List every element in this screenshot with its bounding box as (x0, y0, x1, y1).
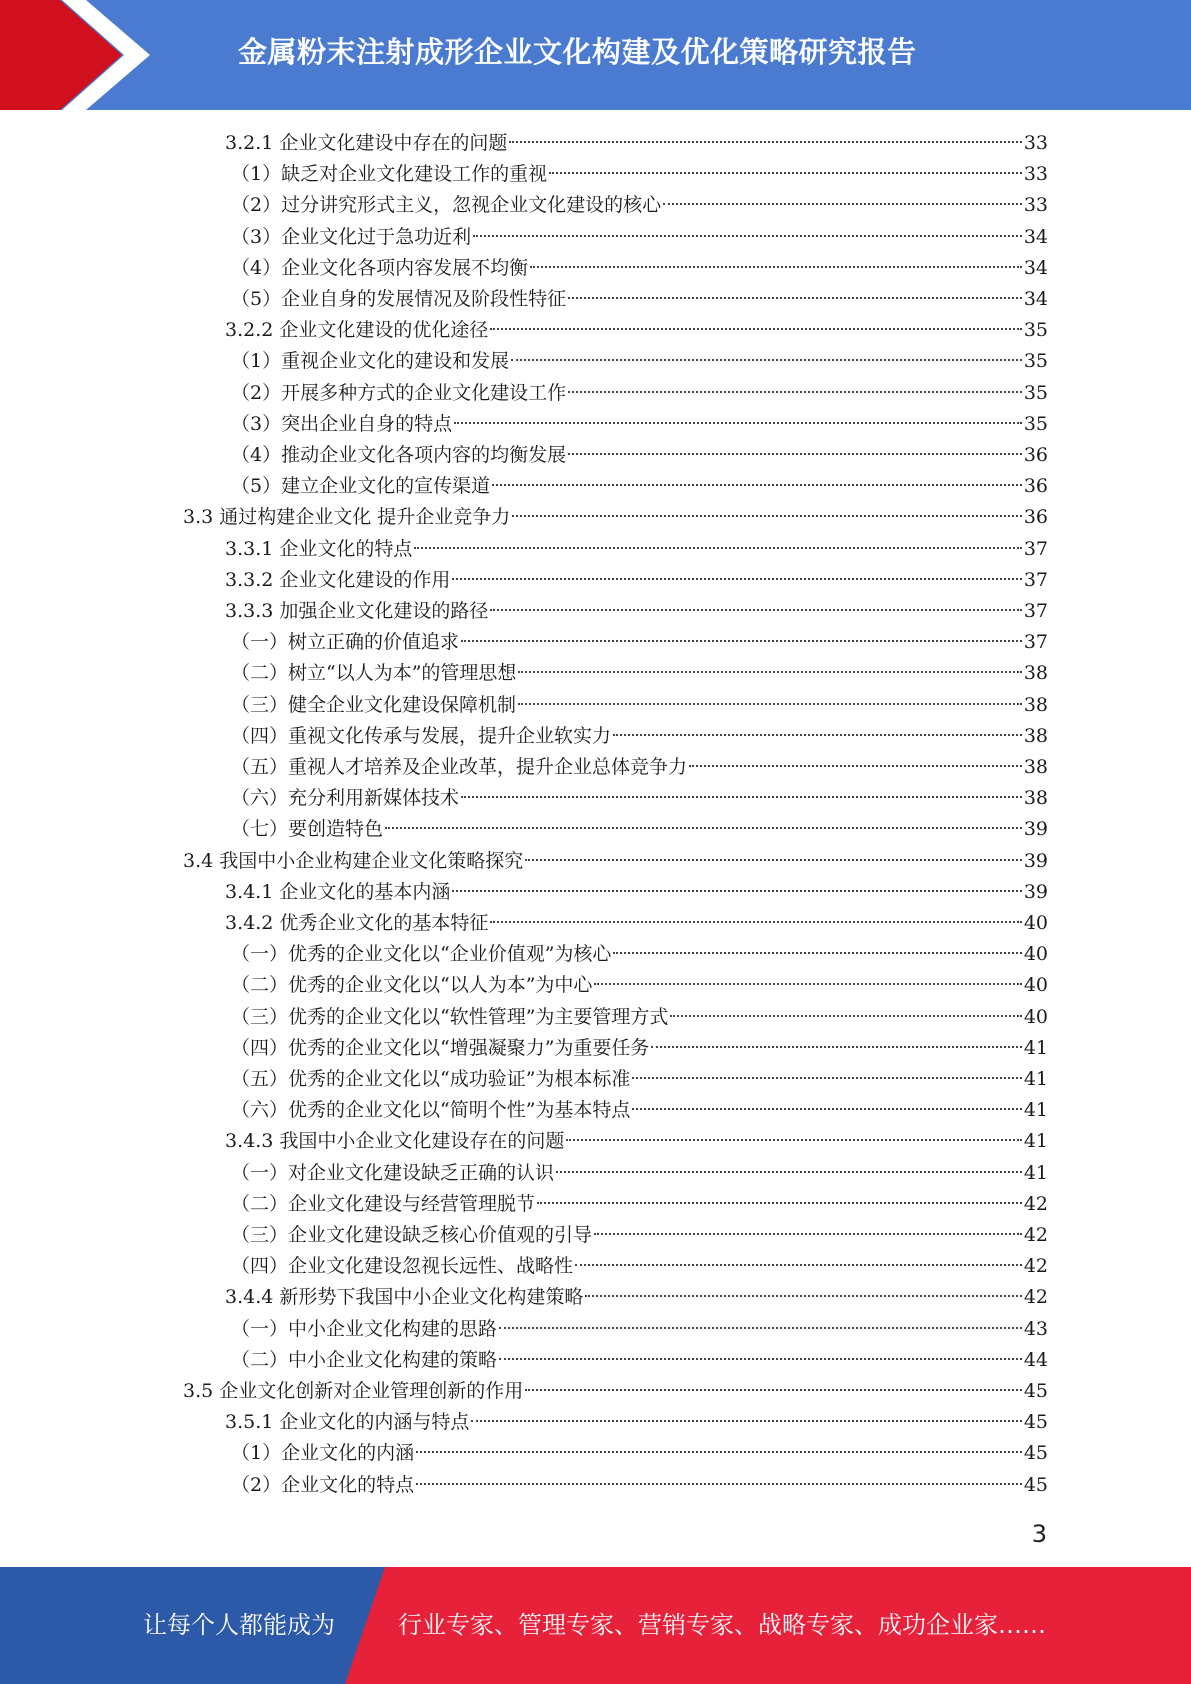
toc-entry-page: 40 (1023, 1005, 1048, 1028)
toc-leader-dots (416, 1482, 1022, 1485)
toc-entry[interactable] (231, 471, 1048, 502)
toc-entry-label: 3.3.2 企业文化建设的作用 (225, 568, 451, 591)
toc-entry-label: （六）优秀的企业文化以“简明个性”为基本特点 (231, 1099, 631, 1122)
toc-entry[interactable] (231, 1470, 1048, 1501)
toc-entry-label: （3）突出企业自身的特点 (231, 412, 453, 435)
toc-entry-page: 41 (1023, 1036, 1048, 1059)
toc-entry-label: （一）优秀的企业文化以“企业价值观”为核心 (231, 943, 612, 966)
toc-entry-label: （1）缺乏对企业文化建设工作的重视 (231, 163, 548, 186)
toc-leader-dots (549, 171, 1022, 174)
toc-entry-page: 41 (1023, 1161, 1048, 1184)
toc-leader-dots (568, 296, 1022, 299)
toc-entry-label: （3）企业文化过于急功近利 (231, 225, 472, 248)
toc-leader-dots (471, 1419, 1021, 1422)
toc-entry[interactable] (231, 1158, 1048, 1189)
toc-leader-dots (490, 327, 1021, 330)
toc-entry[interactable] (231, 346, 1048, 377)
toc-leader-dots (512, 514, 1022, 517)
toc-entry-label: （二）树立“以人为本”的管理思想 (231, 662, 517, 685)
toc-entry-label: （一）树立正确的价值追求 (231, 631, 460, 654)
toc-leader-dots (530, 265, 1022, 268)
toc-leader-dots (473, 234, 1022, 237)
toc-entry[interactable] (183, 846, 1048, 877)
toc-entry[interactable] (231, 1064, 1048, 1095)
toc-entry[interactable] (231, 409, 1048, 440)
toc-entry-page: 38 (1023, 724, 1048, 747)
toc-entry-label: （三）优秀的企业文化以“软性管理”为主要管理方式 (231, 1005, 669, 1028)
toc-entry-page: 41 (1023, 1099, 1048, 1122)
toc-leader-dots (632, 1107, 1021, 1110)
toc-leader-dots (452, 577, 1021, 580)
page-header (0, 0, 1191, 110)
toc-leader-dots (651, 1045, 1021, 1048)
toc-entry[interactable] (225, 534, 1048, 565)
toc-entry-label: （四）优秀的企业文化以“增强凝聚力”为重要任务 (231, 1036, 650, 1059)
toc-entry[interactable] (225, 1126, 1048, 1157)
toc-entry[interactable] (231, 1002, 1048, 1033)
toc-entry[interactable] (231, 627, 1048, 658)
toc-leader-dots (613, 951, 1021, 954)
toc-entry-label: （五）重视人才培养及企业改革，提升企业总体竞争力 (231, 756, 688, 778)
toc-leader-dots (511, 358, 1022, 361)
toc-entry-label: （六）充分利用新媒体技术 (231, 787, 460, 810)
toc-entry[interactable] (231, 1314, 1048, 1345)
toc-entry-page: 38 (1023, 662, 1048, 685)
toc-entry-page: 38 (1023, 787, 1048, 810)
toc-entry-page: 34 (1023, 225, 1048, 248)
toc-entry-page: 42 (1023, 1192, 1048, 1215)
toc-entry-label: （三）健全企业文化建设保障机制 (231, 693, 517, 716)
toc-leader-dots (689, 764, 1022, 767)
toc-entry[interactable] (225, 565, 1048, 596)
toc-entry-label: （四）企业文化建设忽视长远性、战略性 (231, 1255, 574, 1278)
toc-entry[interactable] (225, 128, 1048, 159)
toc-entry[interactable] (231, 378, 1048, 409)
toc-entry[interactable] (225, 908, 1048, 939)
toc-entry-label: 3.4.4 新形势下我国中小企业文化构建策略 (225, 1286, 584, 1309)
toc-entry-page: 36 (1023, 444, 1048, 466)
toc-entry-page: 44 (1023, 1348, 1048, 1371)
toc-entry-label: 3.4 我国中小企业构建企业文化策略探究 (183, 849, 524, 872)
toc-leader-dots (509, 140, 1021, 143)
toc-entry[interactable] (183, 502, 1048, 533)
toc-entry[interactable] (231, 970, 1048, 1001)
toc-entry[interactable] (231, 721, 1048, 752)
toc-entry-page: 39 (1023, 849, 1048, 872)
toc-entry[interactable] (231, 783, 1048, 814)
toc-leader-dots (585, 1294, 1021, 1297)
toc-entry[interactable] (231, 1033, 1048, 1064)
toc-entry[interactable] (225, 596, 1048, 627)
footer-slogan-left: 让每个人都能成为 (143, 1611, 335, 1639)
footer-slogan-right: 行业专家、管理专家、营销专家、战略专家、成功企业家…… (398, 1611, 1046, 1639)
toc-entry[interactable] (231, 190, 1048, 221)
toc-entry-label: （三）企业文化建设缺乏核心价值观的引导 (231, 1224, 593, 1246)
toc-entry[interactable] (231, 159, 1048, 190)
toc-entry[interactable] (183, 1376, 1048, 1407)
toc-leader-dots (594, 982, 1021, 985)
toc-entry-page: 39 (1023, 818, 1048, 841)
toc-entry-label: （七）要创造特色 (231, 818, 384, 841)
toc-leader-dots (632, 1076, 1021, 1079)
toc-entry-label: 3.4.1 企业文化的基本内涵 (225, 880, 451, 903)
toc-entry-page: 41 (1023, 1068, 1048, 1090)
toc-entry-page: 40 (1023, 912, 1048, 934)
toc-entry[interactable] (231, 1189, 1048, 1220)
toc-entry-label: 3.3 通过构建企业文化 提升企业竞争力 (183, 506, 511, 529)
toc-entry-page: 35 (1023, 381, 1048, 404)
toc-entry-page: 35 (1023, 412, 1048, 435)
toc-entry-label: （1）企业文化的内涵 (231, 1442, 415, 1465)
toc-entry-label: （4）企业文化各项内容发展不均衡 (231, 256, 529, 279)
toc-leader-dots (525, 858, 1022, 861)
toc-entry-label: （二）企业文化建设与经营管理脱节 (231, 1192, 536, 1215)
toc-leader-dots (499, 1357, 1022, 1360)
toc-entry-label: （4）推动企业文化各项内容的均衡发展 (231, 444, 567, 466)
toc-leader-dots (461, 639, 1022, 642)
toc-leader-dots (568, 390, 1022, 393)
toc-leader-dots (537, 1201, 1022, 1204)
toc-entry-page: 34 (1023, 288, 1048, 310)
toc-leader-dots (525, 1388, 1022, 1391)
page-footer (0, 1567, 1191, 1684)
toc-entry[interactable] (231, 1251, 1048, 1282)
toc-entry-page: 36 (1023, 475, 1048, 498)
toc-entry-label: 3.5.1 企业文化的内涵与特点 (225, 1411, 470, 1434)
toc-entry-page: 42 (1023, 1224, 1048, 1246)
toc-entry-label: 3.3.1 企业文化的特点 (225, 537, 413, 560)
toc-entry-page: 36 (1023, 506, 1048, 529)
toc-entry-page: 38 (1023, 693, 1048, 716)
toc-entry-label: （四）重视文化传承与发展，提升企业软实力 (231, 724, 612, 747)
toc-entry[interactable] (231, 1095, 1048, 1126)
toc-entry[interactable] (231, 690, 1048, 721)
toc-entry[interactable] (225, 877, 1048, 908)
toc-leader-dots (568, 452, 1022, 455)
toc-leader-dots (490, 920, 1021, 923)
toc-entry[interactable] (231, 752, 1048, 783)
toc-leader-dots (566, 1138, 1021, 1141)
toc-entry-page: 41 (1023, 1130, 1048, 1153)
toc-leader-dots (575, 1263, 1022, 1266)
toc-entry-page: 37 (1023, 600, 1048, 622)
toc-entry-page: 40 (1023, 974, 1048, 997)
toc-entry-page: 45 (1023, 1411, 1048, 1434)
toc-entry-label: （一）对企业文化建设缺乏正确的认识 (231, 1161, 555, 1184)
toc-entry[interactable] (231, 1345, 1048, 1376)
header-arrow-decoration (0, 0, 160, 110)
toc-entry[interactable] (231, 1220, 1048, 1251)
toc-entry-label: （五）优秀的企业文化以“成功验证”为根本标准 (231, 1068, 631, 1090)
toc-entry-page: 35 (1023, 319, 1048, 342)
toc-entry[interactable] (225, 1407, 1048, 1438)
toc-entry-page: 42 (1023, 1286, 1048, 1309)
toc-entry-page: 37 (1023, 537, 1048, 560)
toc-leader-dots (613, 733, 1022, 736)
toc-entry[interactable] (231, 658, 1048, 689)
toc-entry-label: 3.5 企业文化创新对企业管理创新的作用 (183, 1380, 524, 1402)
page-number: 3 (1031, 1520, 1047, 1548)
toc-entry[interactable] (231, 222, 1048, 253)
toc-entry-label: （二）优秀的企业文化以“以人为本”为中心 (231, 974, 593, 997)
toc-entry-page: 45 (1023, 1380, 1048, 1402)
toc-entry-label: 3.2.1 企业文化建设中存在的问题 (225, 132, 508, 154)
toc-entry[interactable] (231, 253, 1048, 284)
toc-entry-page: 34 (1023, 256, 1048, 279)
toc-entry-label: 3.4.3 我国中小企业文化建设存在的问题 (225, 1130, 565, 1153)
document-title: 金属粉末注射成形企业文化构建及优化策略研究报告 (238, 35, 917, 69)
toc-entry-label: 3.3.3 加强企业文化建设的路径 (225, 600, 489, 622)
toc-entry-label: （2）企业文化的特点 (231, 1473, 415, 1496)
toc-entry-page: 33 (1023, 163, 1048, 186)
toc-entry[interactable] (231, 284, 1048, 315)
toc-entry-page: 38 (1023, 756, 1048, 778)
toc-entry-page: 43 (1023, 1317, 1048, 1340)
toc-entry-page: 39 (1023, 880, 1048, 903)
toc-leader-dots (416, 1450, 1022, 1453)
toc-leader-dots (663, 202, 1022, 205)
toc-entry-page: 33 (1023, 132, 1048, 154)
toc-entry-page: 37 (1023, 631, 1048, 654)
toc-leader-dots (556, 1170, 1022, 1173)
toc-entry-label: （一）中小企业文化构建的思路 (231, 1317, 498, 1340)
toc-entry[interactable] (225, 1282, 1048, 1313)
toc-leader-dots (490, 608, 1021, 611)
toc-entry-label: （1）重视企业文化的建设和发展 (231, 350, 510, 373)
toc-leader-dots (518, 702, 1022, 705)
toc-entry-label: （二）中小企业文化构建的策略 (231, 1348, 498, 1371)
toc-entry[interactable] (231, 440, 1048, 471)
toc-entry-page: 37 (1023, 568, 1048, 591)
toc-leader-dots (499, 1326, 1022, 1329)
toc-leader-dots (452, 889, 1021, 892)
toc-entry-page: 45 (1023, 1473, 1048, 1496)
toc-entry[interactable] (231, 814, 1048, 845)
toc-entry-label: （2）开展多种方式的企业文化建设工作 (231, 381, 567, 404)
toc-leader-dots (492, 483, 1022, 486)
toc-entry-label: （5）企业自身的发展情况及阶段性特征 (231, 288, 567, 310)
toc-entry-label: （5）建立企业文化的宣传渠道 (231, 475, 491, 498)
toc-entry-page: 40 (1023, 943, 1048, 966)
toc-entry-label: 3.4.2 优秀企业文化的基本特征 (225, 912, 489, 934)
toc-entry-page: 45 (1023, 1442, 1048, 1465)
toc-entry[interactable] (225, 315, 1048, 346)
toc-leader-dots (414, 546, 1021, 549)
toc-entry-page: 33 (1023, 194, 1048, 217)
toc-leader-dots (461, 795, 1022, 798)
toc-entry-label: 3.2.2 企业文化建设的优化途径 (225, 319, 489, 342)
toc-entry[interactable] (231, 1438, 1048, 1469)
toc-entry[interactable] (231, 939, 1048, 970)
toc-entry-page: 35 (1023, 350, 1048, 373)
toc-entry-label: （2）过分讲究形式主义，忽视企业文化建设的核心 (231, 194, 662, 217)
toc-leader-dots (454, 421, 1022, 424)
toc-leader-dots (518, 670, 1021, 673)
toc-leader-dots (670, 1014, 1021, 1017)
toc-entry-page: 42 (1023, 1255, 1048, 1278)
toc-leader-dots (385, 826, 1022, 829)
toc-leader-dots (594, 1232, 1022, 1235)
